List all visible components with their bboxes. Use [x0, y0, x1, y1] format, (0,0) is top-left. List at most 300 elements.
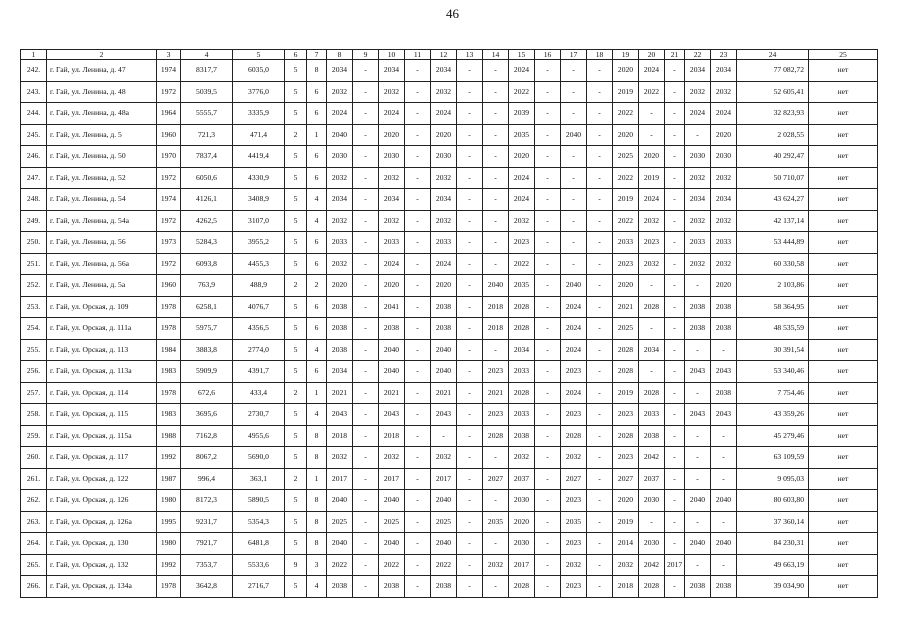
- table-cell: -: [561, 253, 587, 275]
- table-cell: 1972: [157, 81, 181, 103]
- table-cell: 2043: [327, 404, 353, 426]
- table-cell: -: [353, 339, 379, 361]
- table-cell: -: [353, 253, 379, 275]
- table-cell: -: [535, 210, 561, 232]
- table-row: [21, 296, 878, 318]
- table-cell: -: [561, 60, 587, 82]
- table-row: [21, 490, 878, 512]
- table-cell: 1974: [157, 189, 181, 211]
- table-cell: 2040: [431, 361, 457, 383]
- address-cell: г. Гай, ул. Ленина, д. 5а: [47, 275, 157, 297]
- table-cell: 2033: [509, 361, 535, 383]
- column-number-cell: 10: [379, 50, 405, 60]
- table-row: [21, 339, 878, 361]
- table-cell: 6: [307, 232, 327, 254]
- table-cell: 2024: [639, 60, 665, 82]
- table-cell: 5: [285, 60, 307, 82]
- table-cell: -: [353, 124, 379, 146]
- table-cell: -: [535, 275, 561, 297]
- table-cell: 2025: [431, 511, 457, 533]
- table-cell: 5975,7: [181, 318, 233, 340]
- table-cell: 2032: [685, 210, 711, 232]
- table-cell: 60 330,58: [737, 253, 809, 275]
- table-cell: 2030: [509, 490, 535, 512]
- table-cell: 2018: [379, 425, 405, 447]
- table-cell: -: [535, 404, 561, 426]
- table-cell: -: [587, 103, 613, 125]
- table-cell: 2038: [711, 382, 737, 404]
- table-cell: -: [457, 167, 483, 189]
- table-cell: 49 663,19: [737, 554, 809, 576]
- table-cell: 2034: [327, 60, 353, 82]
- table-cell: -: [457, 533, 483, 555]
- row-number-cell: 260.: [21, 447, 47, 469]
- address-cell: г. Гай, ул. Ленина, д. 48а: [47, 103, 157, 125]
- table-row: [21, 253, 878, 275]
- table-cell: 2023: [561, 576, 587, 598]
- table-cell: -: [587, 490, 613, 512]
- table-cell: -: [457, 318, 483, 340]
- table-cell: 2032: [431, 210, 457, 232]
- table-cell: 2032: [509, 447, 535, 469]
- table-cell: -: [665, 576, 685, 598]
- table-cell: -: [535, 511, 561, 533]
- table-cell: 1972: [157, 167, 181, 189]
- table-cell: -: [405, 167, 431, 189]
- table-cell: 5: [285, 146, 307, 168]
- table-cell: -: [587, 576, 613, 598]
- table-cell: 2023: [509, 232, 535, 254]
- table-cell: -: [483, 167, 509, 189]
- table-cell: 2024: [711, 103, 737, 125]
- table-cell: 2037: [509, 468, 535, 490]
- table-cell: -: [483, 210, 509, 232]
- table-cell: 2034: [431, 60, 457, 82]
- table-cell: 2034: [327, 189, 353, 211]
- table-cell: 4: [307, 210, 327, 232]
- table-cell: 8067,2: [181, 447, 233, 469]
- table-cell: 5: [285, 296, 307, 318]
- table-row: [21, 124, 878, 146]
- table-row: [21, 60, 878, 82]
- column-number-cell: 1: [21, 50, 47, 60]
- table-cell: -: [711, 468, 737, 490]
- table-cell: 363,1: [233, 468, 285, 490]
- table-cell: 2041: [379, 296, 405, 318]
- page-number: 46: [446, 6, 459, 21]
- table-cell: 5533,6: [233, 554, 285, 576]
- table-cell: -: [711, 425, 737, 447]
- table-cell: 2020: [431, 124, 457, 146]
- table-cell: -: [405, 296, 431, 318]
- table-cell: -: [665, 339, 685, 361]
- row-number-cell: 247.: [21, 167, 47, 189]
- table-cell: 2024: [509, 167, 535, 189]
- table-cell: 2023: [613, 447, 639, 469]
- table-cell: -: [535, 296, 561, 318]
- table-cell: -: [665, 189, 685, 211]
- table-cell: -: [353, 318, 379, 340]
- table-cell: 2028: [509, 576, 535, 598]
- table-cell: 672,6: [181, 382, 233, 404]
- table-cell: -: [457, 490, 483, 512]
- table-cell: -: [665, 361, 685, 383]
- table-cell: -: [405, 576, 431, 598]
- table-cell: -: [535, 576, 561, 598]
- column-number-cell: 9: [353, 50, 379, 60]
- table-cell: 2 028,55: [737, 124, 809, 146]
- table-cell: 6: [307, 103, 327, 125]
- table-row: [21, 382, 878, 404]
- table-row: [21, 576, 878, 598]
- table-cell: -: [665, 490, 685, 512]
- table-cell: 5: [285, 167, 307, 189]
- row-number-cell: 265.: [21, 554, 47, 576]
- table-row: [21, 318, 878, 340]
- table-cell: 2032: [711, 167, 737, 189]
- table-cell: 5: [285, 103, 307, 125]
- table-cell: 1980: [157, 533, 181, 555]
- table-cell: -: [405, 339, 431, 361]
- table-cell: -: [639, 511, 665, 533]
- table-cell: -: [405, 447, 431, 469]
- table-cell: -: [405, 210, 431, 232]
- table-cell: -: [457, 124, 483, 146]
- table-cell: -: [587, 468, 613, 490]
- table-cell: 8: [307, 60, 327, 82]
- row-number-cell: 256.: [21, 361, 47, 383]
- table-cell: -: [665, 425, 685, 447]
- table-cell: 2019: [613, 511, 639, 533]
- table-cell: -: [587, 382, 613, 404]
- table-cell: 2034: [711, 189, 737, 211]
- table-cell: 4126,1: [181, 189, 233, 211]
- row-number-cell: 246.: [21, 146, 47, 168]
- table-cell: 2018: [483, 318, 509, 340]
- table-cell: 4262,5: [181, 210, 233, 232]
- table-cell: -: [535, 468, 561, 490]
- table-cell: 2017: [431, 468, 457, 490]
- column-number-cell: 24: [737, 50, 809, 60]
- table-cell: 2033: [685, 232, 711, 254]
- table-cell: 2038: [711, 296, 737, 318]
- table-cell: 2023: [613, 253, 639, 275]
- table-cell: 2018: [483, 296, 509, 318]
- table-cell: 2042: [639, 554, 665, 576]
- table-cell: -: [457, 253, 483, 275]
- table-cell: 2032: [327, 447, 353, 469]
- table-cell: 2040: [431, 533, 457, 555]
- table-cell: 3: [307, 554, 327, 576]
- table-cell: 2022: [509, 81, 535, 103]
- table-cell: 5284,3: [181, 232, 233, 254]
- table-cell: -: [587, 124, 613, 146]
- table-row: [21, 468, 878, 490]
- table-cell: 3883,8: [181, 339, 233, 361]
- table-cell: 5: [285, 339, 307, 361]
- table-cell: -: [483, 81, 509, 103]
- table-cell: -: [405, 511, 431, 533]
- table-cell: 5890,5: [233, 490, 285, 512]
- table-cell: -: [405, 533, 431, 555]
- table-cell: -: [665, 210, 685, 232]
- table-cell: нет: [809, 275, 878, 297]
- table-cell: -: [405, 490, 431, 512]
- table-cell: 1983: [157, 404, 181, 426]
- table-cell: 2020: [509, 511, 535, 533]
- row-number-cell: 258.: [21, 404, 47, 426]
- table-cell: -: [665, 103, 685, 125]
- table-cell: 2028: [639, 296, 665, 318]
- table-cell: 1960: [157, 124, 181, 146]
- table-cell: -: [483, 339, 509, 361]
- table-cell: нет: [809, 81, 878, 103]
- table-cell: 1972: [157, 210, 181, 232]
- table-cell: нет: [809, 124, 878, 146]
- table-cell: -: [353, 296, 379, 318]
- column-number-cell: 12: [431, 50, 457, 60]
- address-cell: г. Гай, ул. Орская, д. 115а: [47, 425, 157, 447]
- row-number-cell: 245.: [21, 124, 47, 146]
- table-cell: нет: [809, 296, 878, 318]
- table-cell: 2017: [327, 468, 353, 490]
- table-cell: 2032: [431, 447, 457, 469]
- table-cell: -: [535, 124, 561, 146]
- table-cell: 5: [285, 210, 307, 232]
- table-cell: 5: [285, 576, 307, 598]
- table-cell: -: [587, 210, 613, 232]
- address-cell: г. Гай, ул. Ленина, д. 52: [47, 167, 157, 189]
- table-cell: -: [587, 447, 613, 469]
- column-number-cell: 22: [685, 50, 711, 60]
- table-cell: -: [353, 167, 379, 189]
- table-cell: 4076,7: [233, 296, 285, 318]
- table-cell: 2032: [379, 167, 405, 189]
- table-cell: 2032: [431, 167, 457, 189]
- table-cell: 2038: [327, 318, 353, 340]
- table-cell: 763,9: [181, 275, 233, 297]
- table-row: [21, 447, 878, 469]
- table-cell: 1995: [157, 511, 181, 533]
- table-cell: -: [483, 189, 509, 211]
- table-cell: -: [665, 146, 685, 168]
- table-cell: -: [587, 533, 613, 555]
- table-cell: -: [665, 232, 685, 254]
- table-cell: 2020: [509, 146, 535, 168]
- table-cell: 5: [285, 447, 307, 469]
- table-cell: 488,9: [233, 275, 285, 297]
- table-cell: 6050,6: [181, 167, 233, 189]
- table-cell: -: [457, 146, 483, 168]
- table-cell: 2034: [509, 339, 535, 361]
- address-cell: г. Гай, ул. Орская, д. 114: [47, 382, 157, 404]
- table-cell: 5555,7: [181, 103, 233, 125]
- table-cell: -: [405, 404, 431, 426]
- table-cell: -: [457, 447, 483, 469]
- table-cell: 433,4: [233, 382, 285, 404]
- row-number-cell: 242.: [21, 60, 47, 82]
- table-cell: 1972: [157, 253, 181, 275]
- table-cell: 2774,0: [233, 339, 285, 361]
- table-cell: 7 754,46: [737, 382, 809, 404]
- table-cell: -: [665, 253, 685, 275]
- row-number-cell: 248.: [21, 189, 47, 211]
- table-cell: 2032: [327, 253, 353, 275]
- table-cell: 1964: [157, 103, 181, 125]
- table-cell: 8: [307, 490, 327, 512]
- table-cell: -: [561, 167, 587, 189]
- table-cell: -: [457, 81, 483, 103]
- table-cell: 2024: [431, 103, 457, 125]
- table-cell: -: [665, 404, 685, 426]
- table-cell: 2027: [613, 468, 639, 490]
- table-cell: -: [639, 318, 665, 340]
- table-cell: нет: [809, 554, 878, 576]
- table-cell: -: [665, 275, 685, 297]
- table-cell: 1: [307, 468, 327, 490]
- table-cell: 3642,8: [181, 576, 233, 598]
- table-cell: 2040: [711, 490, 737, 512]
- table-cell: 2040: [379, 490, 405, 512]
- table-cell: 2040: [431, 339, 457, 361]
- table-cell: 2030: [711, 146, 737, 168]
- row-number-cell: 250.: [21, 232, 47, 254]
- table-cell: 2021: [431, 382, 457, 404]
- table-cell: 80 603,80: [737, 490, 809, 512]
- table-cell: -: [535, 361, 561, 383]
- table-cell: 2023: [483, 361, 509, 383]
- table-cell: 2028: [613, 361, 639, 383]
- table-row: [21, 81, 878, 103]
- table-cell: -: [535, 533, 561, 555]
- table-cell: 2032: [711, 253, 737, 275]
- table-cell: 996,4: [181, 468, 233, 490]
- address-cell: г. Гай, ул. Орская, д. 132: [47, 554, 157, 576]
- table-cell: 2038: [711, 318, 737, 340]
- table-row: [21, 189, 878, 211]
- table-cell: 2038: [685, 296, 711, 318]
- table-cell: 2038: [327, 576, 353, 598]
- table-cell: -: [353, 361, 379, 383]
- table-cell: -: [587, 554, 613, 576]
- table-cell: 2032: [327, 210, 353, 232]
- table-cell: 2018: [613, 576, 639, 598]
- table-cell: 2033: [431, 232, 457, 254]
- table-cell: -: [405, 146, 431, 168]
- row-number-cell: 251.: [21, 253, 47, 275]
- table-cell: -: [587, 232, 613, 254]
- table-cell: 1983: [157, 361, 181, 383]
- table-cell: 2032: [613, 554, 639, 576]
- table-cell: 2022: [613, 167, 639, 189]
- table-cell: -: [587, 146, 613, 168]
- column-number-cell: 19: [613, 50, 639, 60]
- table-cell: -: [457, 60, 483, 82]
- table-cell: 2032: [431, 81, 457, 103]
- table-cell: 2024: [561, 318, 587, 340]
- table-cell: 2035: [509, 275, 535, 297]
- table-cell: -: [587, 296, 613, 318]
- table-cell: 2020: [327, 275, 353, 297]
- table-cell: 2028: [483, 425, 509, 447]
- table-cell: 2021: [613, 296, 639, 318]
- table-cell: -: [665, 447, 685, 469]
- table-cell: -: [561, 189, 587, 211]
- table-cell: 6035,0: [233, 60, 285, 82]
- address-cell: г. Гай, ул. Орская, д. 113: [47, 339, 157, 361]
- table-cell: 2023: [483, 404, 509, 426]
- table-cell: -: [535, 189, 561, 211]
- column-number-cell: 2: [47, 50, 157, 60]
- column-number-cell: 23: [711, 50, 737, 60]
- table-cell: 6: [307, 361, 327, 383]
- table-cell: -: [483, 576, 509, 598]
- table-cell: -: [685, 511, 711, 533]
- table-cell: 2033: [639, 404, 665, 426]
- table-cell: 2022: [327, 554, 353, 576]
- table-cell: 2020: [431, 275, 457, 297]
- table-cell: 2025: [379, 511, 405, 533]
- table-cell: нет: [809, 404, 878, 426]
- row-number-cell: 261.: [21, 468, 47, 490]
- table-cell: -: [405, 232, 431, 254]
- table-cell: нет: [809, 318, 878, 340]
- table-cell: -: [639, 361, 665, 383]
- table-cell: 2032: [327, 167, 353, 189]
- table-cell: -: [535, 81, 561, 103]
- column-number-cell: 7: [307, 50, 327, 60]
- table-cell: -: [457, 210, 483, 232]
- table-cell: 2020: [613, 124, 639, 146]
- table-cell: 8: [307, 425, 327, 447]
- table-cell: 2034: [379, 60, 405, 82]
- table-cell: 2024: [561, 339, 587, 361]
- table-cell: 2 103,86: [737, 275, 809, 297]
- table-cell: -: [535, 318, 561, 340]
- table-row: [21, 533, 878, 555]
- row-number-cell: 257.: [21, 382, 47, 404]
- table-cell: -: [685, 124, 711, 146]
- table-cell: -: [711, 554, 737, 576]
- table-cell: нет: [809, 339, 878, 361]
- row-number-cell: 254.: [21, 318, 47, 340]
- table-cell: -: [353, 576, 379, 598]
- address-cell: г. Гай, ул. Ленина, д. 47: [47, 60, 157, 82]
- table-cell: 5: [285, 425, 307, 447]
- table-cell: -: [353, 232, 379, 254]
- table-cell: -: [353, 554, 379, 576]
- table-cell: -: [353, 81, 379, 103]
- table-cell: -: [665, 81, 685, 103]
- table-cell: 2028: [509, 382, 535, 404]
- table-cell: -: [561, 210, 587, 232]
- table-cell: нет: [809, 511, 878, 533]
- table-cell: 2730,7: [233, 404, 285, 426]
- table-cell: 5: [285, 318, 307, 340]
- table-cell: 6: [307, 296, 327, 318]
- table-row: [21, 146, 878, 168]
- table-cell: 6: [307, 146, 327, 168]
- table-cell: -: [405, 382, 431, 404]
- table-cell: -: [353, 60, 379, 82]
- table-cell: 3107,0: [233, 210, 285, 232]
- table-cell: 2030: [639, 490, 665, 512]
- table-cell: нет: [809, 103, 878, 125]
- table-cell: 2020: [613, 275, 639, 297]
- table-cell: 1978: [157, 318, 181, 340]
- row-number-cell: 249.: [21, 210, 47, 232]
- table-row: [21, 554, 878, 576]
